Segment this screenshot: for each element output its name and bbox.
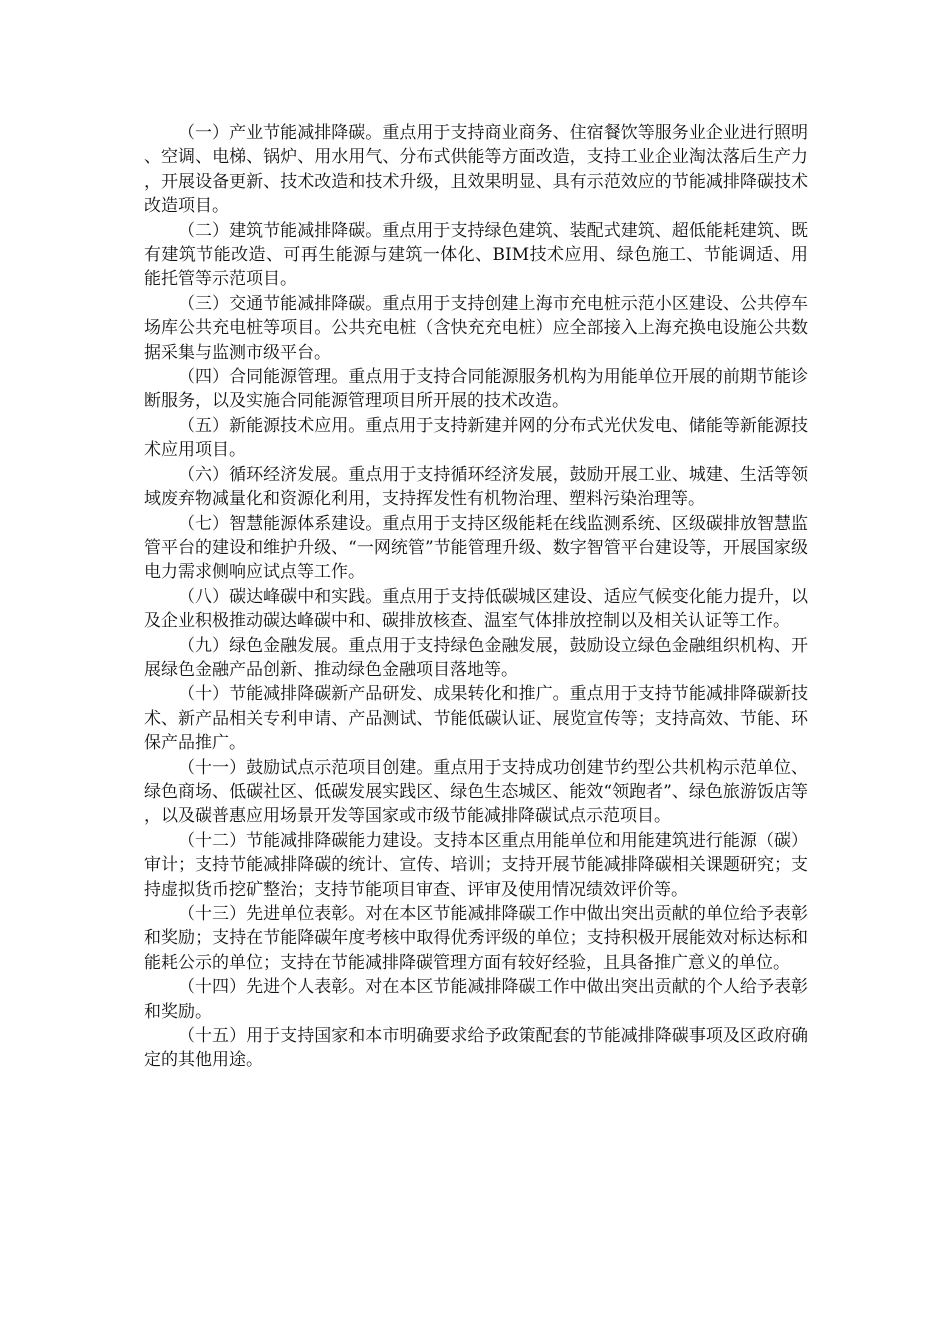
paragraph-15: （十五）用于支持国家和本市明确要求给予政策配套的节能减排降碳事项及区政府确定的其他用途。 xyxy=(144,1026,808,1071)
document-body xyxy=(144,121,808,1073)
paragraph-9: （九）绿色金融发展。重点用于支持绿色金融发展，鼓励设立绿色金融组织机构、开展绿色金融产品创新、推动绿色金融项目落地等。 xyxy=(144,635,808,680)
paragraph-13: （十三）先进单位表彰。对在本区节能减排降碳工作中做出突出贡献的单位给予表彰和奖励；支持在节能降碳年度考核中取得优秀评级的单位；支持积极开展能效对标达标和能耗公示的单位；支持在节能减排降碳管理方面有较好经验，且具备推广意义的单位。 xyxy=(144,904,808,973)
paragraph-2: （二）建筑节能减排降碳。重点用于支持绿色建筑、装配式建筑、超低能耗建筑、既有建筑节能改造、可再生能源与建筑一体化、BIM技术应用、绿色施工、节能调适、用能托管等示范项目。 xyxy=(144,220,808,290)
paragraph-4: （四）合同能源管理。重点用于支持合同能源服务机构为用能单位开展的前期节能诊断服务，以及实施合同能源管理项目所开展的技术改造。 xyxy=(144,367,808,412)
paragraph-8: （八）碳达峰碳中和实践。重点用于支持低碳城区建设、适应气候变化能力提升，以及企业积极推动碳达峰碳中和、碳排放核查、温室气体排放控制以及相关认证等工作。 xyxy=(144,586,808,632)
paragraph-6: （六）循环经济发展。重点用于支持循环经济发展，鼓励开展工业、城建、生活等领域废弃物减量化和资源化利用，支持挥发性有机物治理、塑料污染治理等。 xyxy=(144,464,808,510)
paragraph-7: （七）智慧能源体系建设。重点用于支持区级能耗在线监测系统、区级碳排放智慧监管平台的建设和维护升级、“一网统管”节能管理升级、数字智管平台建设等，开展国家级电力需求侧响应试点等工作。 xyxy=(144,513,808,583)
paragraph-11: （十一）鼓励试点示范项目创建。重点用于支持成功创建节约型公共机构示范单位、绿色商场、低碳社区、低碳发展实践区、绿色生态城区、能效“领跑者”、绿色旅游饭店等，以及碳普惠应用场景开发等国家或市级节能减排降碳试点示范项目。 xyxy=(144,757,808,827)
paragraph-3: （三）交通节能减排降碳。重点用于支持创建上海市充电桩示范小区建设、公共停车场库公共充电桩等项目。公共充电桩（含快充充电桩）应全部接入上海充换电设施公共数据采集与监测市级平台。 xyxy=(144,293,808,363)
paragraph-12: （十二）节能减排降碳能力建设。支持本区重点用能单位和用能建筑进行能源（碳）审计；支持节能减排降碳的统计、宣传、培训；支持开展节能减排降碳相关课题研究；支持虚拟货币挖矿整治；支持节能项目审查、评审及使用情况绩效评价等。 xyxy=(144,830,808,900)
paragraph-14: （十四）先进个人表彰。对在本区节能减排降碳工作中做出突出贡献的个人给予表彰和奖励。 xyxy=(144,977,808,1022)
paragraph-1: （一）产业节能减排降碳。重点用于支持商业商务、住宿餐饮等服务业企业进行照明、空调、电梯、锅炉、用水用气、分布式供能等方面改造，支持工业企业淘汰落后生产力，开展设备更新、技术改造和技术升级，且效果明显、具有示范效应的节能减排降碳技术改造项目。 xyxy=(144,123,808,217)
paragraph-5: （五）新能源技术应用。重点用于支持新建并网的分布式光伏发电、储能等新能源技术应用项目。 xyxy=(144,415,808,461)
paragraph-10: （十）节能减排降碳新产品研发、成果转化和推广。重点用于支持节能减排降碳新技术、新产品相关专利申请、产品测试、节能低碳认证、展览宣传等；支持高效、节能、环保产品推广。 xyxy=(144,684,808,754)
